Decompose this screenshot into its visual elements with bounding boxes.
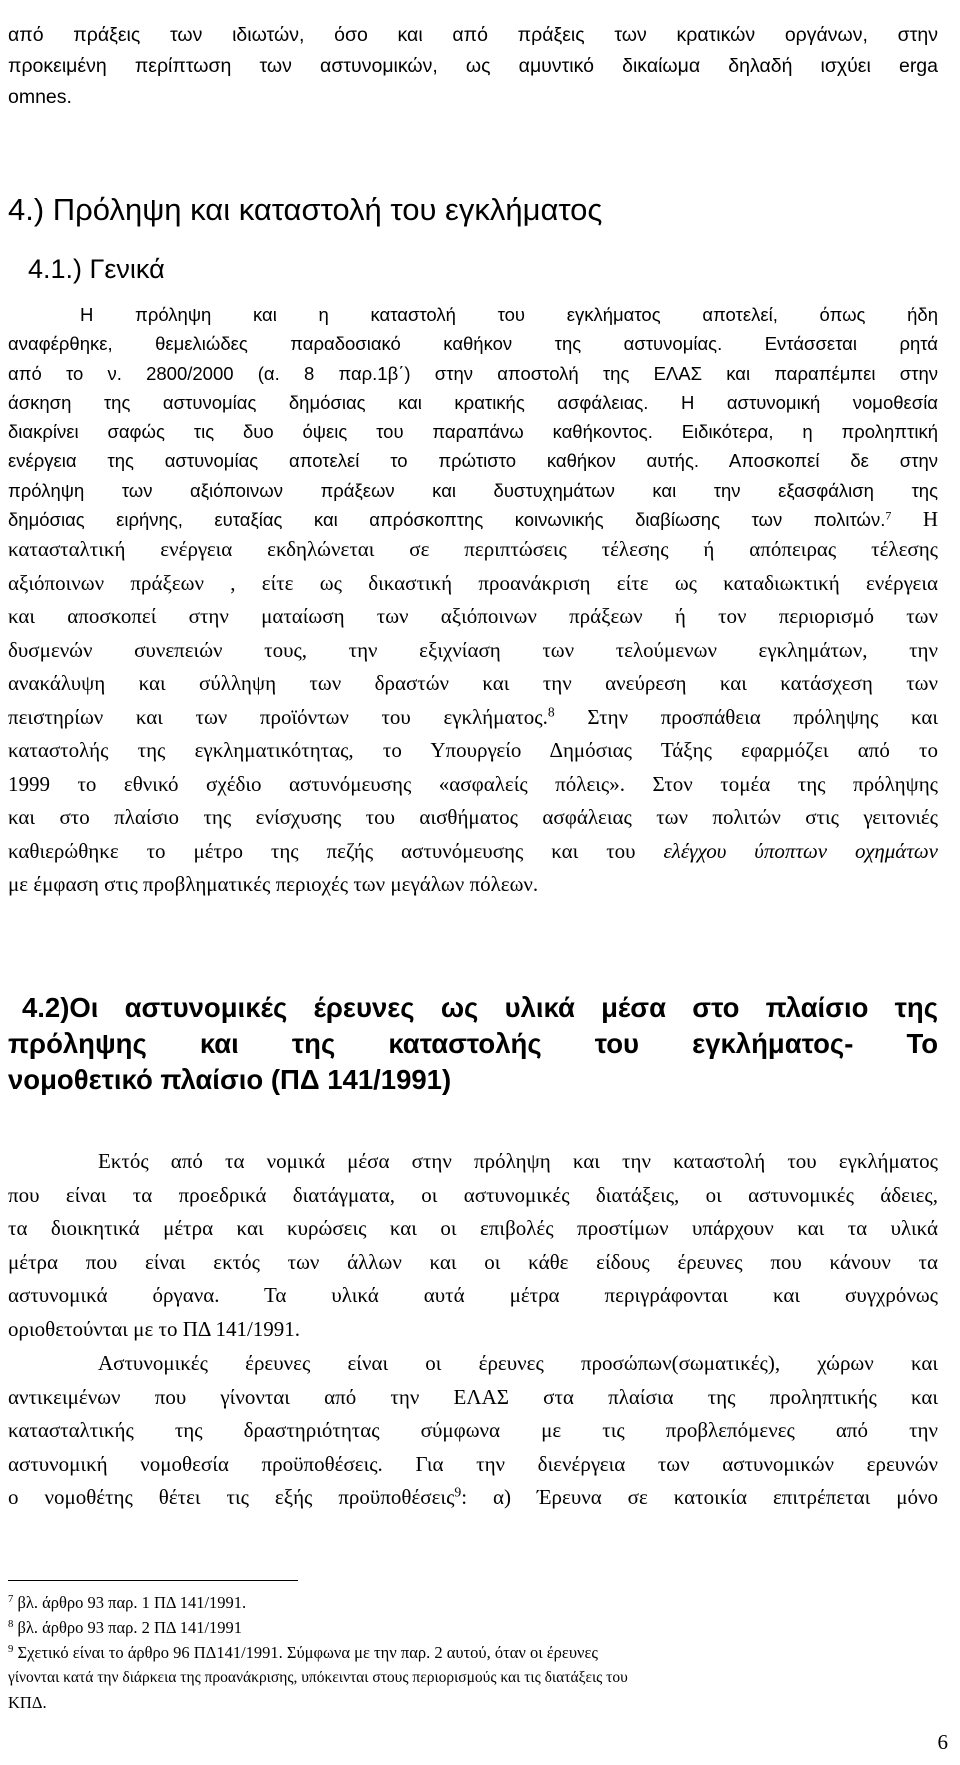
footnote-number: 9 <box>8 1643 14 1656</box>
footnote-ref[interactable]: 8 <box>547 704 555 719</box>
heading-line: 4.2)Οι αστυνομικές έρευνες ως υλικά μέσα στο πλαίσιο της <box>22 992 938 1023</box>
text-line: καταστολής της εγκληματικότητας, το Υπουργείο Δημόσιας Τάξης εφαρμόζει από το <box>8 738 938 762</box>
text-line: που είναι τα προεδρικά διατάγματα, οι αστυνομικές διατάξεις, οι αστυνομικές άδειες, <box>8 1182 938 1207</box>
text-line: αναφέρθηκε, θεμελιώδες παραδοσιακό καθήκον της αστυνομίας. Εντάσσεται ρητά <box>8 333 938 355</box>
text-line: κατασταλτικής της δραστηριότητας σύμφωνα με τις προβλεπόμενες από την <box>8 1418 938 1442</box>
text-line: και αποσκοπεί στην ματαίωση των αξιόποινων πράξεων ή τον περιορισμό των <box>8 604 938 628</box>
text-line: πρόληψη των αξιόποινων πράξεων και δυστυχημάτων και την εξασφάλιση της <box>8 479 938 501</box>
footnote-text: βλ. άρθρο 93 παρ. 2 ΠΔ 141/1991 <box>17 1618 243 1637</box>
footnote-text: βλ. άρθρο 93 παρ. 1 ΠΔ 141/1991. <box>17 1593 247 1612</box>
body-paragraph-sans <box>8 300 938 534</box>
footnote-separator <box>8 1580 298 1581</box>
text-line: αστυνομική νομοθεσία προϋποθέσεις. Για την διενέργεια των αστυνομικών ερευνών <box>8 1451 938 1476</box>
text-line <box>8 701 938 735</box>
page-number: 6 <box>937 1730 948 1754</box>
heading-line: πρόληψης και της καταστολής του εγκλήματος- Το <box>8 1028 938 1059</box>
text-segment: πειστηρίων και των προϊόντων του εγκλήματος. <box>8 704 548 729</box>
footnote-8 <box>8 1617 948 1639</box>
italic-text-segment: ελέγχου ύποπτων οχημάτων <box>663 838 938 863</box>
text-line: μέτρα που είναι εκτός των άλλων και οι κάθε είδους έρευνες που κάνουν τα <box>8 1249 938 1274</box>
text-segment: Στην προσπάθεια πρόληψης και <box>587 704 939 729</box>
text-segment: δημόσιας ειρήνης, ευταξίας και απρόσκοπτης κοινωνικής διαβίωσης των πολιτών. <box>8 509 886 531</box>
heading-line: νομοθετικό πλαίσιο (ΠΔ 141/1991) <box>8 1064 452 1095</box>
footnote-9-continuation: γίνονται κατά την διάρκεια της προανάκρισης, υπόκεινται στους περιορισμούς και τις διατάξεις του <box>8 1669 628 1686</box>
text-line: ανακάλυψη και σύλληψη των δραστών και την ανεύρεση και κατάσχεση των <box>8 671 938 695</box>
section-heading: 4.) Πρόληψη και καταστολή του εγκλήματος <box>8 192 603 227</box>
text-line: omnes. <box>8 86 72 108</box>
text-segment: καθιερώθηκε το μέτρο της πεζής αστυνόμευσης και του <box>8 838 636 863</box>
text-segment: ο νομοθέτης θέτει τις εξής προϋποθέσεις <box>8 1485 455 1509</box>
footnote-7 <box>8 1592 948 1614</box>
subsection-heading-4-2 <box>8 990 938 1098</box>
text-line <box>8 505 938 534</box>
footnote-ref[interactable]: 7 <box>885 508 892 523</box>
body-paragraph-serif <box>8 533 938 902</box>
text-line: από το ν. 2800/2000 (α. 8 παρ.1β΄) στην αποστολή της ΕΛΑΣ και παραπέμπει στην <box>8 362 938 384</box>
text-line: αστυνομικά όργανα. Τα υλικά αυτά μέτρα περιγράφονται και συγχρόνως <box>8 1283 938 1307</box>
footnote-ref[interactable]: 9 <box>454 1484 462 1500</box>
text-line: και στο πλαίσιο της ενίσχυσης του αισθήματος ασφάλειας των πολιτών στις γειτονιές <box>8 805 938 829</box>
text-line: Αστυνομικές έρευνες είναι οι έρευνες προσώπων(σωματικές), χώρων και <box>98 1351 938 1375</box>
body-paragraph-3 <box>8 1347 938 1515</box>
text-line: αξιόποινων πράξεων , είτε ως δικαστική προανάκριση είτε ως καταδιωκτική ενέργεια <box>8 570 938 595</box>
text-line: άσκηση της αστυνομίας δημόσιας και κρατικής ασφάλειας. Η αστυνομική νομοθεσία <box>8 391 938 413</box>
text-line: προκειμένη περίπτωση των αστυνομικών, ως αμυντικό δικαίωμα δηλαδή ισχύει erga <box>8 55 938 77</box>
footnote-text: Σχετικό είναι το άρθρο 96 ΠΔ141/1991. Σύμφωνα με την παρ. 2 αυτού, όταν οι έρευνες <box>17 1643 598 1662</box>
text-line: δυσμενών συνεπειών τους, την εξιχνίαση των τελούμενων εγκλημάτων, την <box>8 637 938 662</box>
text-line: διακρίνει σαφώς τις δυο όψεις του παραπάνω καθήκοντος. Ειδικότερα, η προληπτική <box>8 421 938 443</box>
text-line <box>8 835 938 869</box>
continuation-paragraph <box>8 20 938 113</box>
body-paragraph-2 <box>8 1145 938 1346</box>
footnote-9 <box>8 1642 948 1664</box>
text-line: οριοθετούνται με το ΠΔ 141/1991. <box>8 1316 301 1341</box>
text-line: τα διοικητικά μέτρα και κυρώσεις και οι επιβολές προστίμων υπάρχουν και τα υλικά <box>8 1216 938 1240</box>
text-line: αντικειμένων που γίνονται από την ΕΛΑΣ στα πλαίσια της προληπτικής και <box>8 1384 938 1409</box>
text-line: ενέργεια της αστυνομίας αποτελεί το πρώτιστο καθήκον αυτής. Αποσκοπεί δε στην <box>8 450 938 472</box>
text-line: Η πρόληψη και η καταστολή του εγκλήματος αποτελεί, όπως ήδη <box>80 304 938 325</box>
footnotes <box>8 1592 948 1714</box>
footnote-number: 7 <box>8 1593 14 1606</box>
text-line: Εκτός από τα νομικά μέσα στην πρόληψη και την καταστολή του εγκλήματος <box>98 1149 938 1173</box>
text-line <box>8 1481 938 1515</box>
text-segment: Η <box>922 507 938 532</box>
text-line: με έμφαση στις προβληματικές περιοχές των μεγάλων πόλεων. <box>8 872 539 896</box>
text-line: 1999 το εθνικό σχέδιο αστυνόμευσης «ασφαλείς πόλεις». Στον τομέα της πρόληψης <box>8 771 938 796</box>
subsection-heading: 4.1.) Γενικά <box>28 254 165 284</box>
text-segment: : α) Έρευνα σε κατοικία επιτρέπεται μόνο <box>461 1485 938 1509</box>
text-line: κατασταλτική ενέργεια εκδηλώνεται σε περιπτώσεις τέλεσης ή απόπειρας τέλεσης <box>8 537 938 561</box>
footnote-number: 8 <box>8 1618 14 1631</box>
footnote-9-continuation: ΚΠΔ. <box>8 1693 47 1712</box>
text-line: από πράξεις των ιδιωτών, όσο και από πράξεις των κρατικών οργάνων, στην <box>8 24 938 46</box>
